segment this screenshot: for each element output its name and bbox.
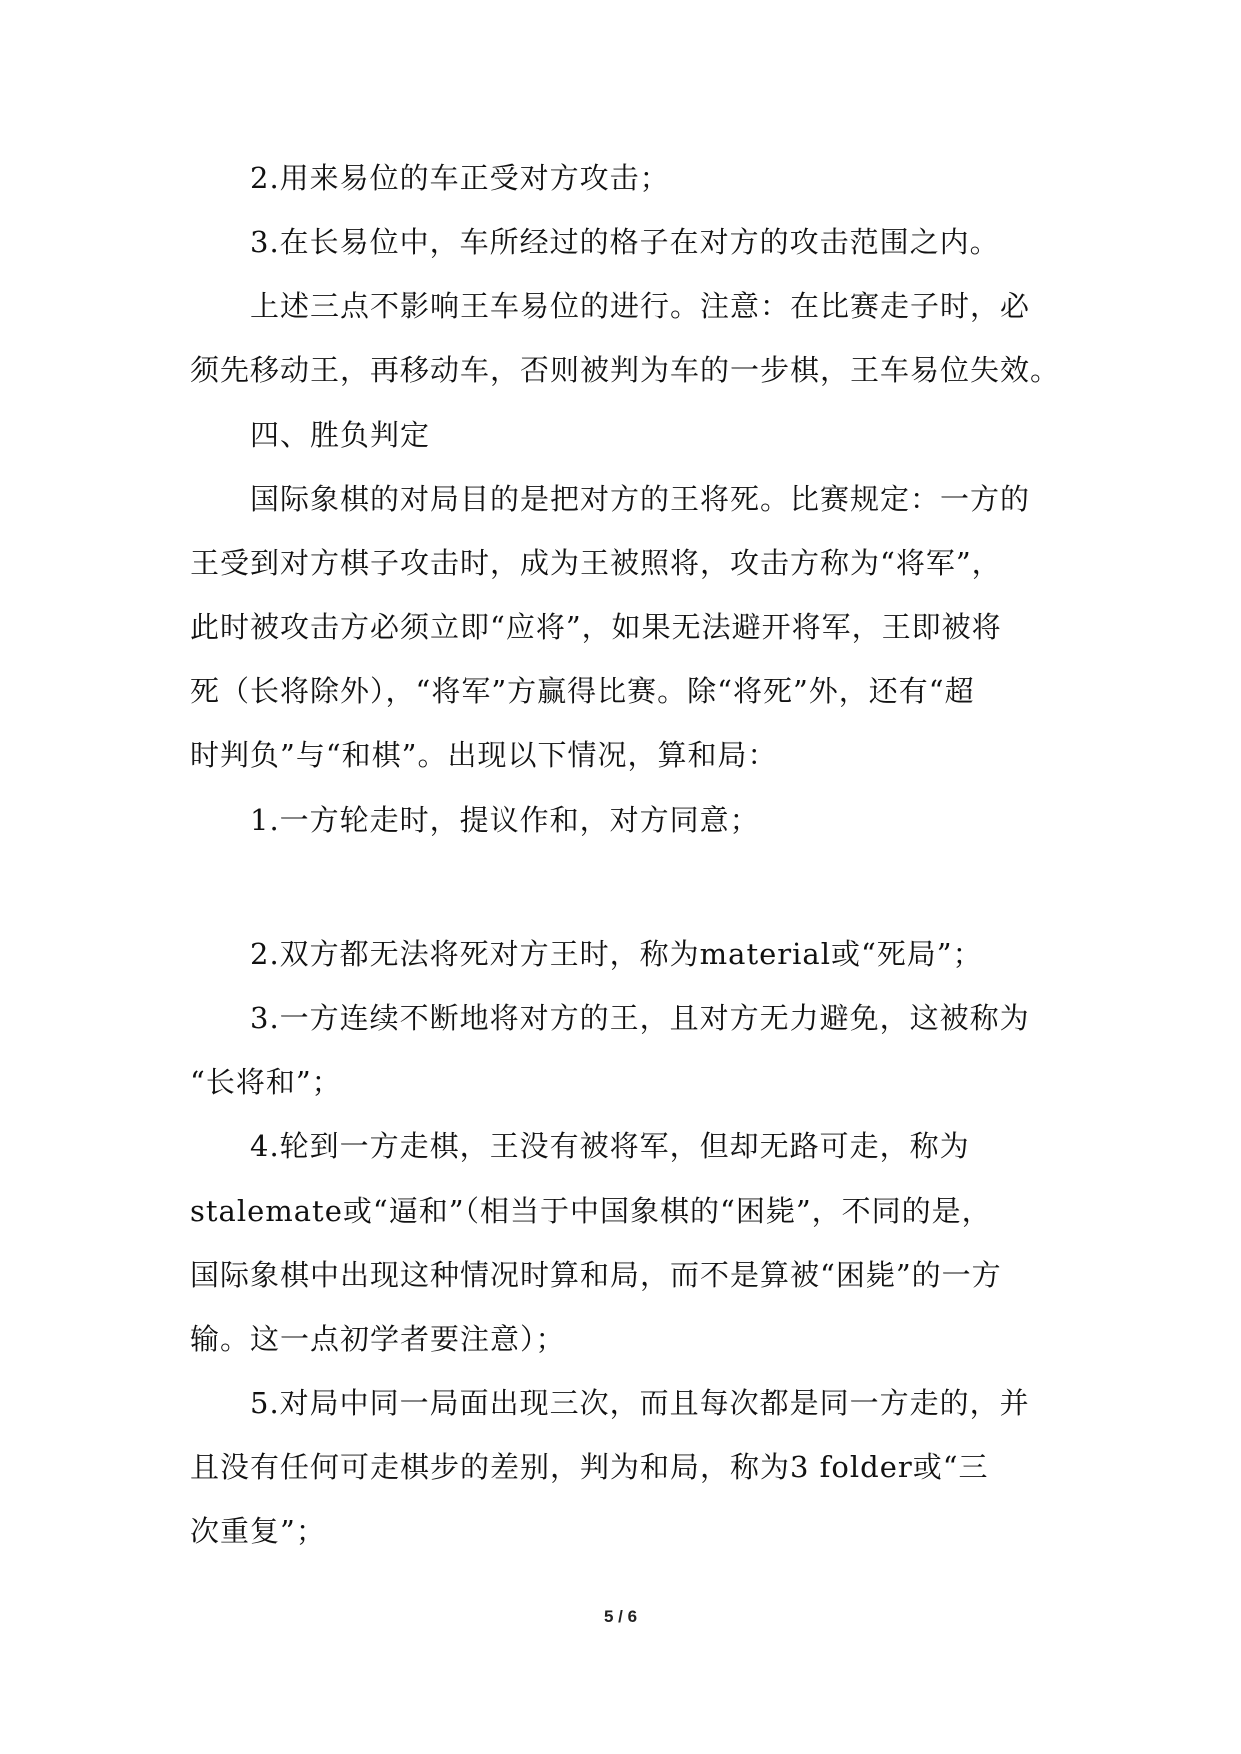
text-line: 次重复”； xyxy=(190,1514,326,1548)
text-line: “长将和”； xyxy=(190,1065,342,1099)
text-line: 4.轮到一方走棋，王没有被将军，但却无路可走，称为 xyxy=(250,1129,970,1163)
text-line: 国际象棋中出现这种情况时算和局，而不是算被“困毙”的一方 xyxy=(190,1258,1002,1292)
text-line: 此时被攻击方必须立即“应将”，如果无法避开将军，王即被将 xyxy=(190,610,1002,644)
page-number: 5 / 6 xyxy=(603,1607,638,1626)
text-line: 3.在长易位中，车所经过的格子在对方的攻击范围之内。 xyxy=(250,225,1000,259)
text-line: 死（长将除外），“将军”方赢得比赛。除“将死”外，还有“超 xyxy=(190,674,975,708)
text-line: 输。这一点初学者要注意）； xyxy=(190,1322,566,1356)
text-line: stalemate或“逼和”（相当于中国象棋的“困毙”，不同的是， xyxy=(190,1194,992,1228)
text-line: 王受到对方棋子攻击时，成为王被照将，攻击方称为“将军”， xyxy=(190,546,1002,580)
text-line: 上述三点不影响王车易位的进行。注意：在比赛走子时，必 xyxy=(250,289,1031,323)
text-line: 1.一方轮走时，提议作和，对方同意； xyxy=(250,803,760,837)
text-line: 3.一方连续不断地将对方的王，且对方无力避免，这被称为 xyxy=(250,1001,1030,1035)
text-line: 2.用来易位的车正受对方攻击； xyxy=(250,161,670,195)
section-heading: 四、胜负判定 xyxy=(250,418,431,452)
text-line: 2.双方都无法将死对方王时，称为material或“死局”； xyxy=(250,937,983,971)
text-line: 5.对局中同一局面出现三次，而且每次都是同一方走的，并 xyxy=(250,1386,1030,1420)
text-line: 且没有任何可走棋步的差别，判为和局，称为3 folder或“三 xyxy=(190,1450,989,1484)
text-line: 时判负”与“和棋”。出现以下情况，算和局： xyxy=(190,738,778,772)
text-line: 须先移动王，再移动车，否则被判为车的一步棋，王车易位失效。 xyxy=(190,353,1061,387)
text-line: 国际象棋的对局目的是把对方的王将死。比赛规定：一方的 xyxy=(250,482,1031,516)
